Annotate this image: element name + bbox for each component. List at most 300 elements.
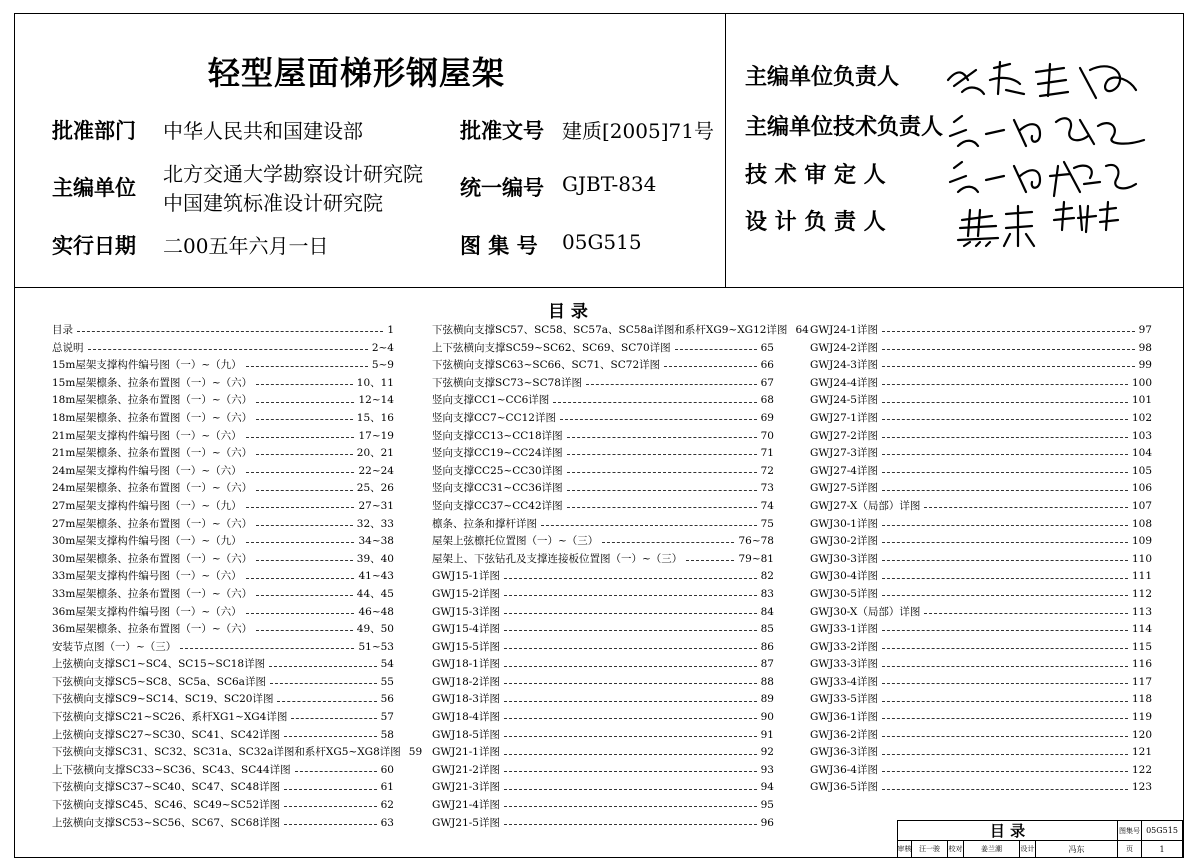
toc-leader-dashes	[882, 701, 1128, 702]
toc-entry-title: GWJ21-2详图	[432, 763, 500, 776]
approval-doc-value: 建质[2005]71号	[562, 119, 714, 143]
toc-entry-title: 竖向支撑CC37~CC42详图	[432, 499, 563, 512]
toc-entry-title: 21m屋架檩条、拉条布置图（一）~（六）	[52, 447, 253, 460]
title-block-design-label: 设计	[1020, 841, 1036, 858]
toc-entry-page: 117	[1131, 675, 1152, 688]
toc-entry-title: 竖向支撑CC25~CC30详图	[432, 464, 563, 477]
toc-entry	[52, 727, 394, 745]
toc-entry-page: 62	[380, 799, 394, 812]
approval-doc-label: 批准文号	[460, 118, 544, 143]
toc-entry-title: 竖向支撑CC13~CC18详图	[432, 429, 563, 442]
toc-entry	[810, 639, 1152, 657]
toc-entry-page: 111	[1131, 570, 1152, 583]
toc-entry-title: GWJ36-1详图	[810, 711, 878, 724]
title-block-check-label: 校对	[948, 841, 964, 858]
toc-entry-title: GWJ33-5详图	[810, 693, 878, 706]
toc-entry-title: 下弦横向支撑SC31、SC32、SC31a、SC32a详图和系杆XG5~XG8详图	[52, 746, 401, 759]
toc-entry	[52, 498, 394, 516]
toc-entry-page: 87	[760, 658, 774, 671]
toc-entry	[432, 375, 774, 393]
toc-entry	[52, 604, 394, 622]
toc-leader-dashes	[246, 507, 355, 508]
toc-entry	[810, 586, 1152, 604]
toc-entry	[52, 691, 394, 709]
toc-leader-dashes	[284, 789, 376, 790]
toc-entry-title: 27m屋架檩条、拉条布置图（一）~（六）	[52, 517, 253, 530]
toc-entry-page: 95	[760, 799, 774, 812]
toc-entry-page: 10、11	[356, 376, 394, 389]
toc-entry-title: 下弦横向支撑SC45、SC46、SC49~SC52详图	[52, 799, 281, 812]
toc-entry-title: GWJ30-3详图	[810, 552, 878, 565]
toc-entry-title: 下弦横向支撑SC37~SC40、SC47、SC48详图	[52, 781, 281, 794]
toc-entry-page: 108	[1131, 517, 1152, 530]
effective-date-label: 实行日期	[52, 233, 136, 258]
toc-entry	[432, 357, 774, 375]
toc-entry	[432, 516, 774, 534]
toc-entry-page: 61	[380, 781, 394, 794]
toc-entry-page: 60	[380, 763, 394, 776]
toc-entry-title: GWJ33-3详图	[810, 658, 878, 671]
toc-leader-dashes	[504, 718, 757, 719]
toc-entry-title: 33m屋架檩条、拉条布置图（一）~（六）	[52, 587, 253, 600]
toc-entry-title: 檩条、拉条和撑杆详图	[432, 517, 537, 530]
toc-leader-dashes	[560, 419, 757, 420]
toc-entry	[52, 392, 394, 410]
toc-leader-dashes	[88, 349, 368, 350]
toc-entry-title: GWJ30-4详图	[810, 570, 878, 583]
toc-entry-page: 17~19	[358, 429, 394, 442]
toc-entry-page: 44、45	[356, 587, 394, 600]
toc-leader-dashes	[882, 542, 1128, 543]
toc-entry-page: 57	[380, 711, 394, 724]
toc-entry	[432, 428, 774, 446]
toc-entry	[810, 744, 1152, 762]
toc-entry-page: 63	[380, 816, 394, 829]
title-block-review-label: 审核	[898, 841, 912, 858]
toc-entry	[52, 516, 394, 534]
toc-entry-title: 下弦横向支撑SC63~SC66、SC71、SC72详图	[432, 359, 661, 372]
toc-entry	[52, 639, 394, 657]
toc-entry-page: 70	[760, 429, 774, 442]
toc-entry-title: 上下弦横向支撑SC59~SC62、SC69、SC70详图	[432, 341, 671, 354]
toc-entry-title: 竖向支撑CC19~CC24详图	[432, 447, 563, 460]
toc-entry-title: GWJ18-1详图	[432, 658, 500, 671]
toc-entry-page: 123	[1131, 781, 1152, 794]
header-divider	[14, 287, 1184, 288]
toc-entry	[810, 779, 1152, 797]
toc-entry-title: 上弦横向支撑SC1~SC4、SC15~SC18详图	[52, 658, 266, 671]
toc-entry	[52, 480, 394, 498]
toc-entry-page: 92	[760, 746, 774, 759]
toc-entry-page: 73	[760, 482, 774, 495]
toc-entry	[432, 656, 774, 674]
toc-entry-title: 21m屋架支撑构件编号图（一）~（六）	[52, 429, 242, 442]
toc-entry-title: GWJ15-2详图	[432, 587, 500, 600]
toc-leader-dashes	[246, 366, 368, 367]
toc-entry-title: GWJ30-5详图	[810, 587, 878, 600]
toc-entry-page: 41~43	[358, 570, 394, 583]
toc-entry-page: 2~4	[371, 341, 394, 354]
toc-entry-title: 30m屋架支撑构件编号图（一）~（九）	[52, 535, 242, 548]
toc-entry	[432, 340, 774, 358]
toc-entry-page: 114	[1131, 623, 1152, 636]
toc-entry-page: 91	[760, 728, 774, 741]
toc-entry-page: 34~38	[358, 535, 394, 548]
toc-leader-dashes	[882, 490, 1128, 491]
toc-entry-title: 屋架上弦檩托位置图（一）~（三）	[432, 535, 599, 548]
toc-entry-title: GWJ36-4详图	[810, 763, 878, 776]
toc-entry-page: 93	[760, 763, 774, 776]
toc-leader-dashes	[882, 736, 1128, 737]
toc-entry	[810, 428, 1152, 446]
toc-entry	[432, 621, 774, 639]
toc-entry	[810, 516, 1152, 534]
chief-unit-label: 主编单位	[52, 175, 136, 200]
approval-dept-label: 批准部门	[52, 118, 136, 143]
toc-entry-page: 83	[760, 587, 774, 600]
toc-entry-page: 116	[1131, 658, 1152, 671]
toc-entry-page: 101	[1131, 394, 1152, 407]
toc-leader-dashes	[882, 384, 1128, 385]
toc-leader-dashes	[504, 754, 757, 755]
toc-entry	[810, 621, 1152, 639]
designer-label: 设 计 负 责 人	[745, 209, 886, 235]
toc-leader-dashes	[882, 718, 1128, 719]
toc-leader-dashes	[256, 595, 353, 596]
toc-leader-dashes	[246, 542, 355, 543]
toc-entry-page: 107	[1131, 499, 1152, 512]
toc-entry-title: 竖向支撑CC31~CC36详图	[432, 482, 563, 495]
toc-entry-page: 118	[1131, 693, 1152, 706]
toc-entry-title: 24m屋架支撑构件编号图（一）~（六）	[52, 464, 242, 477]
toc-entry	[810, 392, 1152, 410]
toc-entry	[432, 639, 774, 657]
toc-entry-page: 106	[1131, 482, 1152, 495]
toc-leader-dashes	[256, 490, 353, 491]
toc-entry	[432, 797, 774, 815]
toc-entry	[432, 445, 774, 463]
toc-entry-page: 113	[1131, 605, 1152, 618]
toc-leader-dashes	[567, 472, 757, 473]
toc-entry-page: 88	[760, 675, 774, 688]
toc-leader-dashes	[541, 525, 757, 526]
toc-entry	[432, 533, 774, 551]
toc-entry	[810, 568, 1152, 586]
toc-entry	[432, 691, 774, 709]
toc-leader-dashes	[295, 771, 377, 772]
toc-leader-dashes	[882, 349, 1135, 350]
toc-entry	[52, 357, 394, 375]
toc-leader-dashes	[284, 736, 376, 737]
toc-leader-dashes	[882, 683, 1128, 684]
toc-entry-title: 27m屋架支撑构件编号图（一）~（九）	[52, 499, 242, 512]
toc-leader-dashes	[504, 613, 757, 614]
title-block-atlas-label: 图集号	[1118, 821, 1142, 841]
toc-entry-page: 71	[760, 447, 774, 460]
toc-leader-dashes	[291, 718, 376, 719]
toc-entry-page: 85	[760, 623, 774, 636]
toc-entry	[52, 428, 394, 446]
toc-leader-dashes	[882, 525, 1128, 526]
toc-entry-page: 56	[380, 693, 394, 706]
toc-leader-dashes	[882, 754, 1128, 755]
toc-entry	[52, 815, 394, 833]
toc-entry	[810, 533, 1152, 551]
toc-entry-title: GWJ24-5详图	[810, 394, 878, 407]
toc-entry-page: 69	[760, 411, 774, 424]
toc-column-1	[52, 322, 423, 832]
toc-entry	[810, 674, 1152, 692]
toc-entry	[810, 709, 1152, 727]
toc-entry-page: 105	[1131, 464, 1152, 477]
toc-entry	[52, 568, 394, 586]
title-block-page-value: 1	[1142, 841, 1183, 858]
toc-entry-page: 120	[1131, 728, 1152, 741]
toc-leader-dashes	[284, 824, 376, 825]
atlas-title: 轻型屋面梯形钢屋架	[208, 54, 506, 92]
toc-entry	[810, 357, 1152, 375]
toc-leader-dashes	[504, 771, 757, 772]
toc-leader-dashes	[882, 331, 1135, 332]
toc-leader-dashes	[567, 437, 757, 438]
toc-entry-title: GWJ33-4详图	[810, 675, 878, 688]
toc-entry-page: 49、50	[356, 623, 394, 636]
toc-entry	[810, 322, 1152, 340]
toc-entry-title: GWJ18-3详图	[432, 693, 500, 706]
toc-leader-dashes	[270, 683, 377, 684]
toc-leader-dashes	[924, 507, 1128, 508]
title-block-check-name: 姜兰潮	[964, 841, 1020, 858]
toc-leader-dashes	[256, 630, 353, 631]
toc-entry-page: 97	[1138, 324, 1152, 336]
toc-entry-page: 82	[760, 570, 774, 583]
toc-entry-title: 下弦横向支撑SC57、SC58、SC57a、SC58a详图和系杆XG9~XG12详图	[432, 324, 788, 336]
toc-entry-page: 68	[760, 394, 774, 407]
toc-entry-page: 15、16	[356, 411, 394, 424]
toc-entry-page: 100	[1131, 376, 1152, 389]
toc-leader-dashes	[504, 595, 757, 596]
toc-entry-page: 96	[760, 816, 774, 829]
toc-entry-title: GWJ30-1详图	[810, 517, 878, 530]
toc-entry	[810, 551, 1152, 569]
toc-leader-dashes	[664, 366, 756, 367]
toc-leader-dashes	[256, 419, 353, 420]
title-block-atlas-value: 05G515	[1142, 821, 1183, 841]
toc-entry	[52, 410, 394, 428]
toc-leader-dashes	[504, 701, 757, 702]
toc-entry	[432, 480, 774, 498]
toc-leader-dashes	[504, 648, 757, 649]
toc-title: 目 录	[548, 302, 588, 322]
toc-leader-dashes	[882, 630, 1128, 631]
toc-entry	[810, 656, 1152, 674]
toc-entry-title: 安装节点图（一）~（三）	[52, 640, 177, 653]
toc-leader-dashes	[256, 560, 353, 561]
atlas-no-label: 图 集 号	[460, 233, 538, 258]
toc-entry-page: 76~78	[738, 535, 774, 548]
toc-entry-page: 122	[1131, 763, 1152, 776]
toc-entry-page: 104	[1131, 447, 1152, 460]
toc-entry-page: 72	[760, 464, 774, 477]
toc-leader-dashes	[675, 349, 757, 350]
toc-leader-dashes	[882, 454, 1128, 455]
toc-entry-page: 79~81	[738, 552, 774, 565]
toc-entry	[52, 533, 394, 551]
unified-no-label: 统一编号	[460, 175, 544, 200]
toc-entry-page: 39、40	[356, 552, 394, 565]
toc-leader-dashes	[882, 419, 1128, 420]
toc-leader-dashes	[246, 613, 355, 614]
toc-leader-dashes	[504, 683, 757, 684]
toc-leader-dashes	[504, 736, 757, 737]
toc-entry-title: GWJ21-1详图	[432, 746, 500, 759]
toc-entry-title: GWJ15-3详图	[432, 605, 500, 618]
toc-leader-dashes	[602, 542, 734, 543]
toc-entry	[52, 586, 394, 604]
toc-entry-page: 86	[760, 640, 774, 653]
tech-head-label: 主编单位技术负责人	[745, 114, 944, 140]
toc-entry-title: GWJ21-3详图	[432, 781, 500, 794]
toc-leader-dashes	[586, 384, 757, 385]
toc-entry	[52, 656, 394, 674]
toc-leader-dashes	[504, 789, 757, 790]
toc-entry-page: 109	[1131, 535, 1152, 548]
toc-entry-title: 屋架上、下弦钻孔及支撑连接板位置图（一）~（三）	[432, 552, 683, 565]
toc-entry	[432, 322, 809, 340]
toc-entry-title: 36m屋架支撑构件编号图（一）~（六）	[52, 605, 242, 618]
toc-leader-dashes	[246, 578, 355, 579]
toc-entry-title: GWJ30-2详图	[810, 535, 878, 548]
toc-entry-page: 98	[1138, 341, 1152, 354]
toc-entry-page: 112	[1131, 587, 1152, 600]
toc-entry	[52, 797, 394, 815]
toc-entry-page: 110	[1131, 552, 1152, 565]
toc-entry	[432, 604, 774, 622]
toc-entry-title: GWJ27-3详图	[810, 447, 878, 460]
toc-entry-title: 33m屋架支撑构件编号图（一）~（六）	[52, 570, 242, 583]
toc-entry	[52, 779, 394, 797]
toc-entry	[52, 445, 394, 463]
toc-entry-title: GWJ36-3详图	[810, 746, 878, 759]
toc-leader-dashes	[882, 366, 1135, 367]
toc-entry	[432, 727, 774, 745]
toc-entry	[432, 709, 774, 727]
toc-entry	[52, 463, 394, 481]
atlas-no-value: 05G515	[562, 230, 642, 254]
toc-entry-page: 74	[760, 499, 774, 512]
toc-entry-title: GWJ15-4详图	[432, 623, 500, 636]
toc-entry-title: GWJ33-1详图	[810, 623, 878, 636]
toc-entry	[432, 674, 774, 692]
toc-leader-dashes	[504, 666, 757, 667]
toc-leader-dashes	[567, 454, 757, 455]
title-block-design-name: 冯东	[1036, 841, 1118, 858]
reviewer-label: 技 术 审 定 人	[745, 162, 886, 188]
toc-entry	[432, 410, 774, 428]
toc-entry-page: 67	[760, 376, 774, 389]
toc-leader-dashes	[882, 472, 1128, 473]
title-block	[897, 820, 1184, 858]
toc-entry	[810, 727, 1152, 745]
toc-leader-dashes	[256, 454, 353, 455]
toc-leader-dashes	[882, 666, 1128, 667]
toc-entry-title: GWJ27-X（局部）详图	[810, 499, 921, 512]
toc-entry-page: 90	[760, 711, 774, 724]
toc-entry-title: GWJ33-2详图	[810, 640, 878, 653]
toc-entry	[810, 410, 1152, 428]
toc-entry	[810, 463, 1152, 481]
toc-entry	[52, 340, 394, 358]
toc-entry-title: GWJ36-5详图	[810, 781, 878, 794]
toc-entry-page: 66	[760, 359, 774, 372]
chief-unit-value-2: 中国建筑标准设计研究院	[163, 191, 383, 215]
toc-entry-page: 20、21	[356, 447, 394, 460]
toc-entry-page: 65	[760, 341, 774, 354]
toc-entry-title: 上弦横向支撑SC27~SC30、SC41、SC42详图	[52, 728, 281, 741]
toc-entry-title: 18m屋架檩条、拉条布置图（一）~（六）	[52, 411, 253, 424]
toc-entry-page: 115	[1131, 640, 1152, 653]
title-block-page-label: 页	[1118, 841, 1142, 858]
toc-entry-page: 55	[380, 675, 394, 688]
title-block-name: 目 录	[898, 821, 1118, 841]
unit-head-label: 主编单位负责人	[745, 64, 900, 90]
toc-entry-title: GWJ21-4详图	[432, 799, 500, 812]
toc-leader-dashes	[77, 331, 383, 332]
toc-entry-title: GWJ15-1详图	[432, 570, 500, 583]
toc-leader-dashes	[882, 648, 1128, 649]
toc-leader-dashes	[504, 806, 757, 807]
toc-entry	[432, 744, 774, 762]
toc-entry-page: 99	[1138, 359, 1152, 372]
toc-leader-dashes	[256, 525, 353, 526]
toc-leader-dashes	[256, 384, 353, 385]
toc-leader-dashes	[882, 595, 1128, 596]
toc-entry-page: 102	[1131, 411, 1152, 424]
toc-leader-dashes	[882, 771, 1128, 772]
toc-entry	[52, 744, 423, 762]
toc-entry-title: 下弦横向支撑SC21~SC26、系杆XG1~XG4详图	[52, 711, 288, 724]
toc-leader-dashes	[882, 789, 1128, 790]
toc-entry-title: 下弦横向支撑SC5~SC8、SC5a、SC6a详图	[52, 675, 266, 688]
toc-entry-page: 12~14	[358, 394, 394, 407]
toc-entry-title: 总说明	[52, 341, 84, 354]
toc-leader-dashes	[882, 560, 1128, 561]
toc-entry-page: 59	[408, 746, 423, 759]
toc-entry-title: GWJ24-2详图	[810, 341, 878, 354]
toc-entry	[810, 480, 1152, 498]
unified-no-value: GJBT-834	[562, 172, 657, 196]
toc-leader-dashes	[553, 402, 756, 403]
toc-leader-dashes	[284, 806, 376, 807]
toc-entry-page: 64	[795, 324, 809, 336]
toc-leader-dashes	[277, 701, 376, 702]
toc-entry-title: 上弦横向支撑SC53~SC56、SC67、SC68详图	[52, 816, 281, 829]
toc-entry-page: 121	[1131, 746, 1152, 759]
toc-entry	[810, 375, 1152, 393]
toc-entry-title: GWJ15-5详图	[432, 640, 500, 653]
toc-leader-dashes	[924, 613, 1128, 614]
toc-leader-dashes	[686, 560, 734, 561]
toc-leader-dashes	[567, 490, 757, 491]
toc-entry	[810, 498, 1152, 516]
handwritten-signatures	[940, 50, 1170, 250]
toc-column-3	[810, 322, 1152, 797]
toc-entry-title: GWJ24-3详图	[810, 359, 878, 372]
toc-entry-title: 15m屋架支撑构件编号图（一）~（九）	[52, 359, 242, 372]
toc-leader-dashes	[504, 630, 757, 631]
toc-entry	[432, 498, 774, 516]
toc-entry-page: 32、33	[356, 517, 394, 530]
